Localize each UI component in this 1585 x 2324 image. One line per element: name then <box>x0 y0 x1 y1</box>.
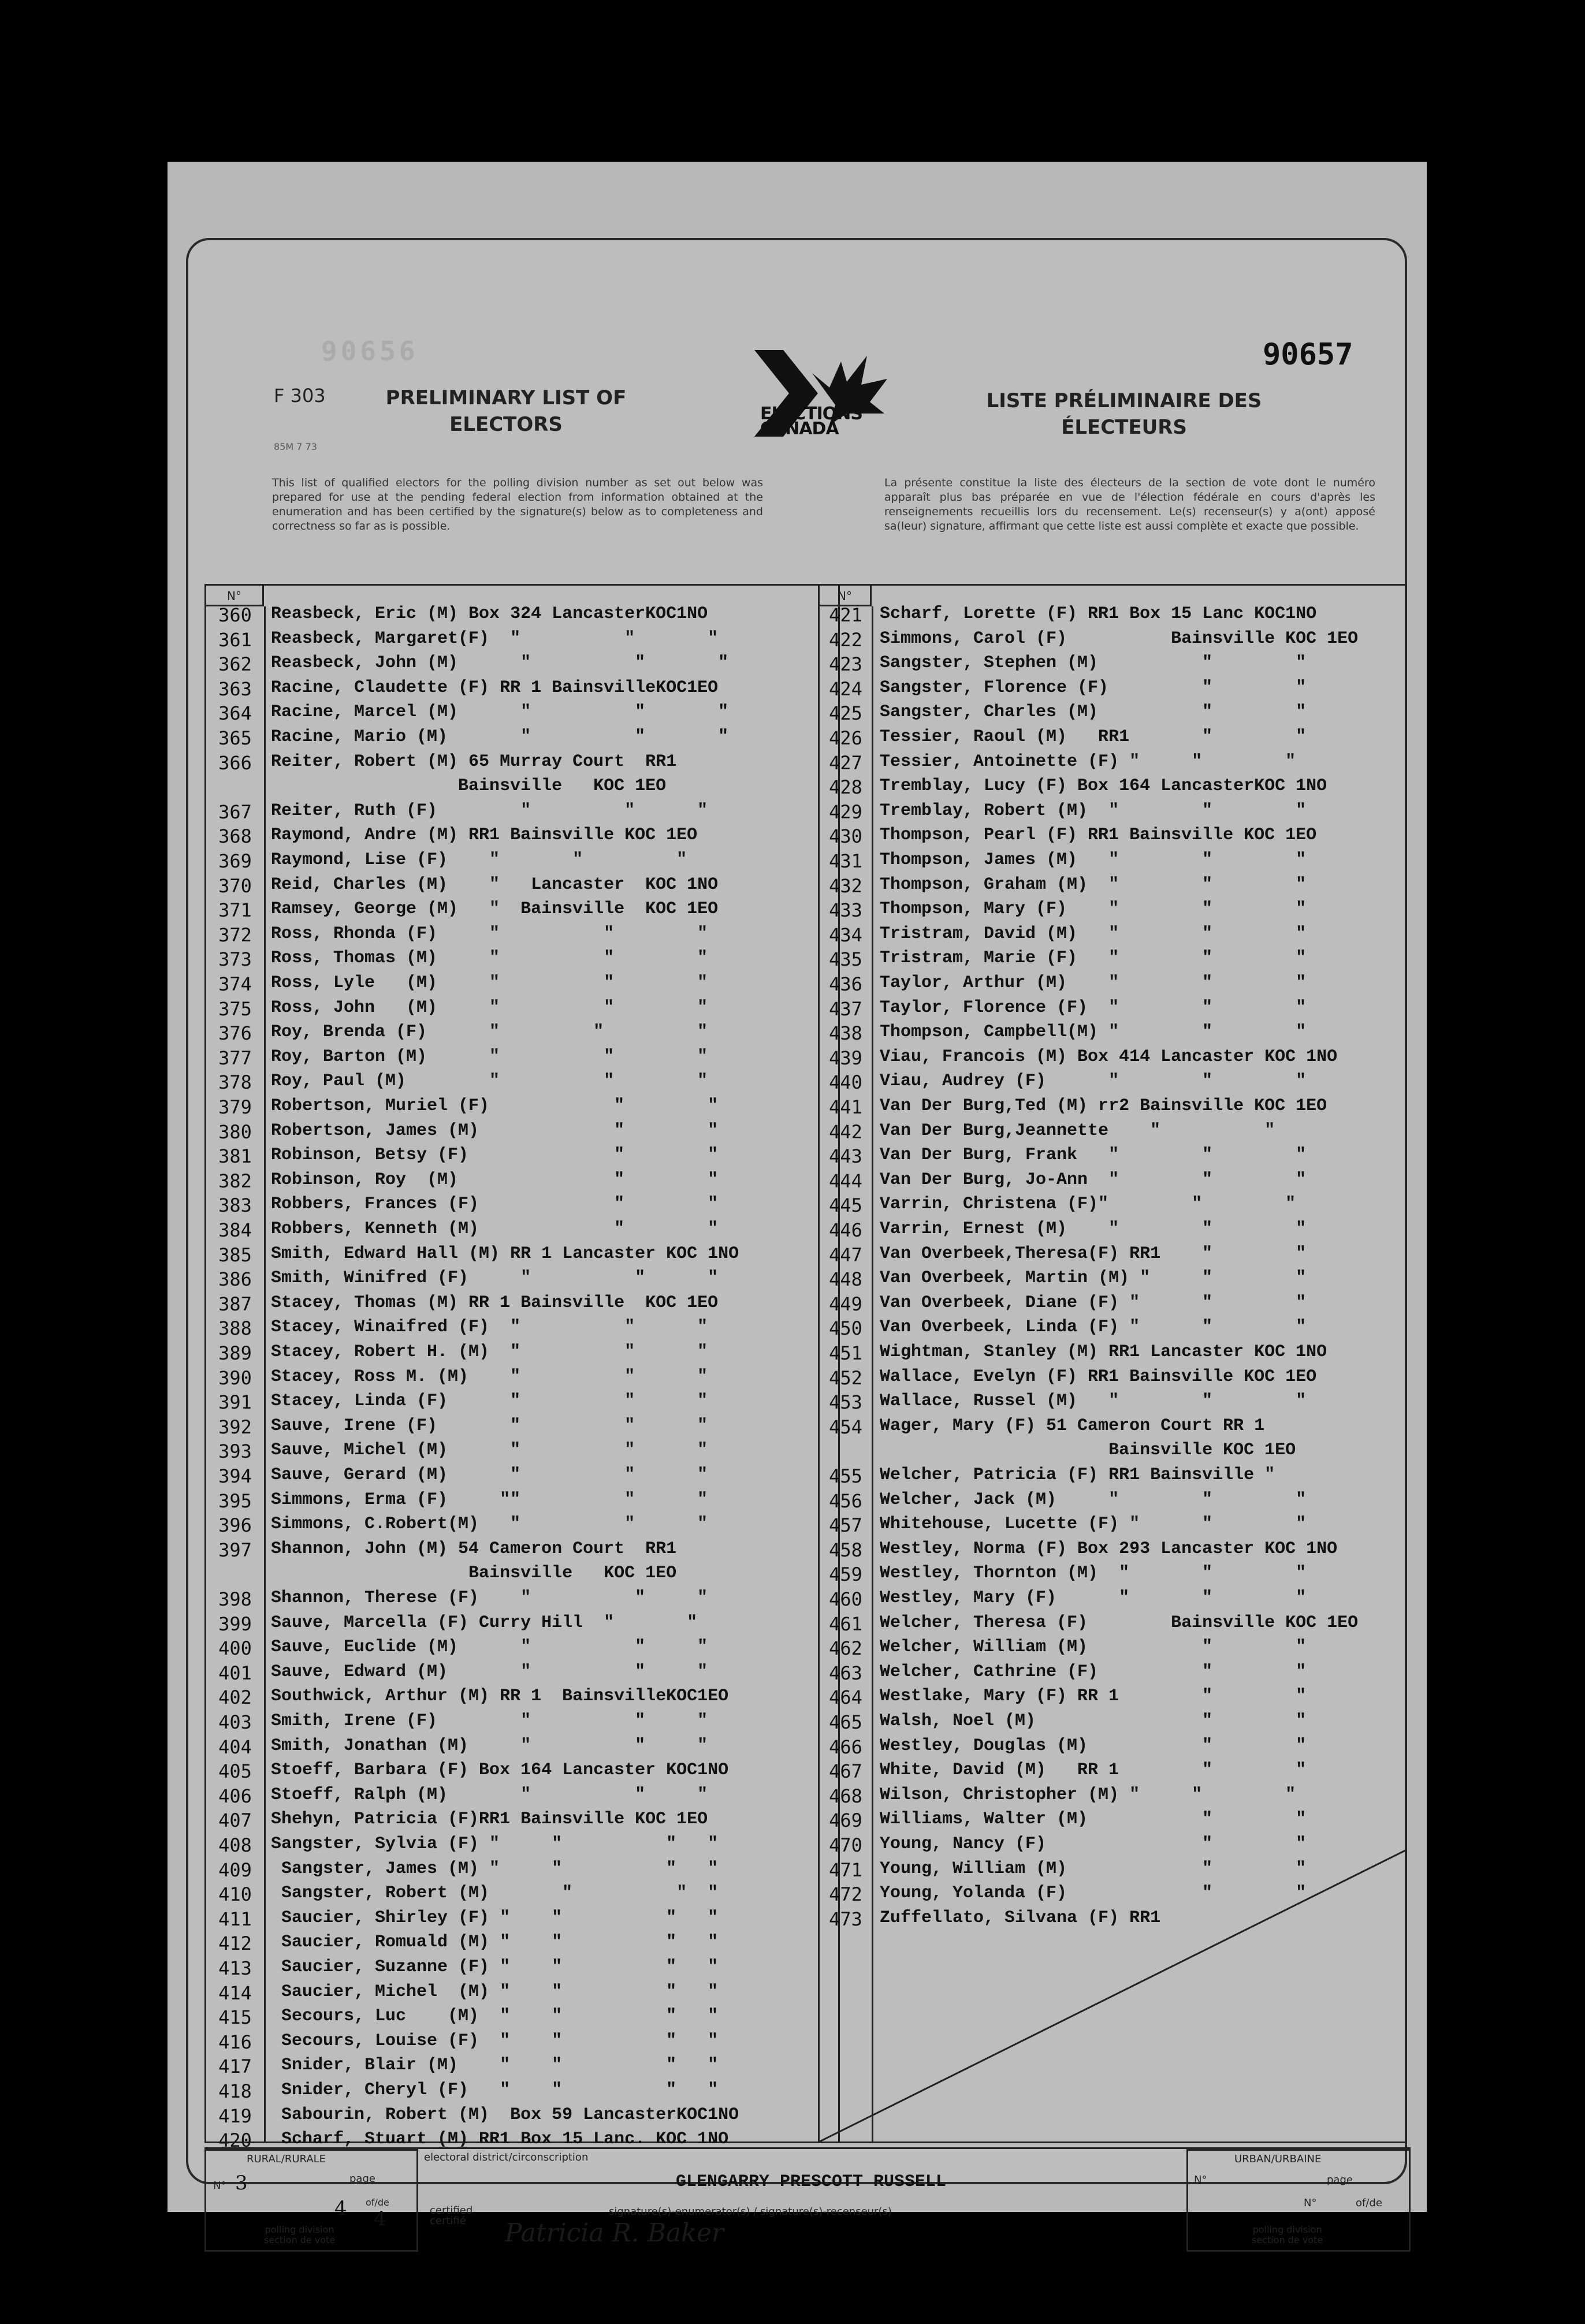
elector-entry: Varrin, Ernest (M) " " " <box>880 1219 1307 1239</box>
elector-number: 463 <box>829 1662 862 1684</box>
elector-number: 374 <box>218 973 252 995</box>
elector-entry: Shannon, Therese (F) " " " <box>271 1588 708 1608</box>
elector-entry: Snider, Blair (M) " " " " <box>271 2055 719 2076</box>
elector-entry: White, David (M) RR 1 " " <box>880 1760 1307 1781</box>
left-column <box>204 584 840 2152</box>
elector-number: 424 <box>829 677 862 700</box>
elector-number: 435 <box>829 948 862 971</box>
rural-no-value: 3 <box>235 2172 248 2195</box>
number-header: N° <box>820 586 872 606</box>
elector-entry: Taylor, Arthur (M) " " " <box>880 973 1307 993</box>
elector-number: 390 <box>218 1366 252 1389</box>
elector-number: 389 <box>218 1342 252 1364</box>
elector-number: 460 <box>829 1588 862 1610</box>
elector-entry: Stacey, Robert H. (M) " " " <box>271 1342 708 1362</box>
elector-number: 360 <box>218 604 252 626</box>
elector-number: 467 <box>829 1760 862 1783</box>
elector-entry: Reiter, Robert (M) 65 Murray Court RR1 <box>271 751 677 772</box>
of-value: 4 <box>374 2207 386 2230</box>
polling-label: polling division section de vote <box>264 2224 336 2245</box>
elector-entry: Secours, Luc (M) " " " " <box>271 2006 719 2027</box>
document-number: 90657 <box>1263 337 1353 372</box>
elector-number: 459 <box>829 1563 862 1586</box>
elector-entry: Welcher, Theresa (F) Bainsville KOC 1EO <box>880 1612 1359 1633</box>
elector-number: 410 <box>218 1883 252 1906</box>
elector-entry: Van Der Burg, Frank " " " <box>880 1145 1307 1165</box>
urban-box <box>1186 2149 1411 2252</box>
form-code: F 303 <box>274 385 326 407</box>
elector-entry: Snider, Cheryl (F) " " " " <box>271 2080 719 2100</box>
elector-entry: Robinson, Betsy (F) " " <box>271 1145 719 1165</box>
document-sheet <box>168 162 1427 2248</box>
elector-entry: Sangster, Florence (F) " " <box>880 677 1307 698</box>
elector-entry: Stacey, Winaifred (F) " " " <box>271 1317 708 1338</box>
elector-number: 403 <box>218 1711 252 1733</box>
elector-number: 365 <box>218 727 252 749</box>
elector-entry: Saucier, Michel (M) " " " " <box>271 1982 719 2002</box>
elector-entry: Welcher, Jack (M) " " " <box>880 1489 1307 1510</box>
elector-entry: Tessier, Raoul (M) RR1 " " <box>880 727 1307 747</box>
elector-entry: Smith, Winifred (F) " " " <box>271 1268 719 1288</box>
elector-entry: Stoeff, Barbara (F) Box 164 Lancaster KOC1NO <box>271 1760 729 1781</box>
elector-number: 433 <box>829 899 862 922</box>
elector-number: 439 <box>829 1046 862 1069</box>
elector-number: 381 <box>218 1145 252 1168</box>
title-french: LISTE PRÉLIMINAIRE DES ÉLECTEURS <box>986 389 1262 439</box>
elector-entry: Simmons, Erma (F) "" " " <box>271 1489 708 1510</box>
elector-entry: Racine, Claudette (F) RR 1 BainsvilleKOC1EO <box>271 677 719 698</box>
elector-number: 396 <box>218 1514 252 1537</box>
elector-number: 466 <box>829 1735 862 1758</box>
elector-number: 392 <box>218 1416 252 1438</box>
elector-entry: Shehyn, Patricia (F)RR1 Bainsville KOC 1EO <box>271 1809 708 1830</box>
elector-number: 397 <box>218 1539 252 1561</box>
elector-entry: Van Der Burg, Jo-Ann " " " <box>880 1170 1307 1190</box>
elector-entry: Raymond, Lise (F) " " " <box>271 850 687 870</box>
elector-number: 468 <box>829 1785 862 1807</box>
elector-number: 472 <box>829 1883 862 1906</box>
urban-page-label: page <box>1327 2174 1353 2186</box>
elector-number: 454 <box>829 1416 862 1438</box>
elector-entry: Westlake, Mary (F) RR 1 " " <box>880 1686 1307 1707</box>
elector-number: 399 <box>218 1612 252 1635</box>
elector-entry: Robertson, James (M) " " <box>271 1120 719 1141</box>
title-english: PRELIMINARY LIST OF ELECTORS <box>385 386 627 436</box>
elector-number: 409 <box>218 1859 252 1881</box>
elector-number: 380 <box>218 1120 252 1143</box>
urban-of-label: of/de <box>1356 2197 1382 2209</box>
elector-number: 373 <box>218 948 252 971</box>
urban-polling-label: polling division section de vote <box>1252 2224 1323 2245</box>
elector-number: 451 <box>829 1342 862 1364</box>
elector-entry: Wightman, Stanley (M) RR1 Lancaster KOC 1NO <box>880 1342 1327 1362</box>
page-value: 4 <box>334 2197 347 2220</box>
elector-number: 362 <box>218 653 252 676</box>
elector-number: 384 <box>218 1219 252 1241</box>
elector-entry: Thompson, Campbell(M) " " " <box>880 1022 1307 1042</box>
elector-entry: Robinson, Roy (M) " " <box>271 1170 719 1190</box>
elector-entry: Racine, Mario (M) " " " <box>271 727 729 747</box>
elector-number: 377 <box>218 1046 252 1069</box>
elector-number: 369 <box>218 850 252 872</box>
elector-entry: Sauve, Irene (F) " " " <box>271 1416 708 1436</box>
elector-number: 471 <box>829 1859 862 1881</box>
elector-entry: Van Der Burg,Ted (M) rr2 Bainsville KOC 1EO <box>880 1096 1327 1116</box>
district-label: electoral district/circonscription <box>424 2151 589 2163</box>
footer-block <box>204 2147 1411 2252</box>
elector-number: 401 <box>218 1662 252 1684</box>
elector-entry: Tremblay, Robert (M) " " " <box>880 800 1307 821</box>
elector-number: 417 <box>218 2055 252 2078</box>
rural-label: RURAL/RURALE <box>247 2153 326 2165</box>
elector-number: 402 <box>218 1686 252 1709</box>
rural-box <box>204 2149 418 2252</box>
elector-number: 434 <box>829 923 862 946</box>
elector-number: 464 <box>829 1686 862 1709</box>
of-label: of/de <box>366 2197 389 2208</box>
elector-entry: Wallace, Evelyn (F) RR1 Bainsville KOC 1EO <box>880 1366 1317 1387</box>
elector-entry: Robertson, Muriel (F) " " <box>271 1096 719 1116</box>
elector-entry: Stacey, Linda (F) " " " <box>271 1391 708 1411</box>
elector-number: 371 <box>218 899 252 922</box>
elector-number: 364 <box>218 702 252 725</box>
form-frame <box>186 238 1407 2248</box>
void-diagonal-line <box>820 586 1405 2141</box>
elector-entry: Southwick, Arthur (M) RR 1 BainsvilleKOC1EO <box>271 1686 729 1707</box>
elector-entry: Bainsville KOC 1EO <box>271 1563 677 1584</box>
elector-entry: Ramsey, George (M) " Bainsville KOC 1EO <box>271 899 719 919</box>
elector-entry: Reasbeck, Eric (M) Box 324 LancasterKOC1NO <box>271 604 708 624</box>
elector-entry: Ross, Thomas (M) " " " <box>271 948 708 969</box>
elector-number: 419 <box>218 2105 252 2127</box>
elector-entry: Van Overbeek, Martin (M) " " " <box>880 1268 1307 1288</box>
elector-entry: Sauve, Euclide (M) " " " <box>271 1637 708 1658</box>
elector-entry: Walsh, Noel (M) " " <box>880 1711 1307 1731</box>
elector-entry: Ross, Lyle (M) " " " <box>271 973 708 993</box>
elector-entry: Welcher, Patricia (F) RR1 Bainsville " <box>880 1465 1275 1485</box>
elector-number: 375 <box>218 997 252 1020</box>
elector-entry: Smith, Edward Hall (M) RR 1 Lancaster KOC 1NO <box>271 1243 739 1264</box>
elector-entry: Sangster, Sylvia (F) " " " " <box>271 1834 719 1854</box>
elector-number: 420 <box>218 2129 252 2152</box>
elector-number: 441 <box>829 1096 862 1118</box>
elector-number: 393 <box>218 1440 252 1463</box>
elector-entry: Roy, Brenda (F) " " " <box>271 1022 708 1042</box>
elector-number: 436 <box>829 973 862 995</box>
elector-number: 473 <box>829 1908 862 1930</box>
elector-entry: Saucier, Shirley (F) " " " " <box>271 1908 719 1928</box>
elector-number: 428 <box>829 776 862 799</box>
elector-entry: Shannon, John (M) 54 Cameron Court RR1 <box>271 1539 677 1559</box>
elector-number: 455 <box>829 1465 862 1487</box>
elector-entry: Whitehouse, Lucette (F) " " " <box>880 1514 1307 1535</box>
elector-entry: Scharf, Stuart (M) RR1 Box 15 Lanc. KOC 1NO <box>271 2129 729 2150</box>
elector-number: 407 <box>218 1809 252 1832</box>
elector-entry: Young, William (M) " " <box>880 1859 1307 1879</box>
elector-entry: Young, Yolanda (F) " " <box>880 1883 1307 1904</box>
elector-entry: Wilson, Christopher (M) " " " <box>880 1785 1296 1805</box>
elector-number: 383 <box>218 1194 252 1217</box>
elector-number: 421 <box>829 604 862 626</box>
elector-entry: Van Overbeek, Diane (F) " " " <box>880 1293 1307 1313</box>
elector-number: 438 <box>829 1022 862 1045</box>
elector-entry: Robbers, Kenneth (M) " " <box>271 1219 719 1239</box>
elector-number: 368 <box>218 825 252 848</box>
elector-number: 426 <box>829 727 862 749</box>
elector-number: 431 <box>829 850 862 872</box>
form-sub-code: 85M 7 73 <box>274 441 317 452</box>
elector-number: 379 <box>218 1096 252 1118</box>
intro-french: La présente constitue la liste des électeurs de la section de vote dont le numéro apparaît plus bas préparée en vue de l'élection fédérale en cours d'après les renseignements recueillis lors du recensement. Le(s) recenseur(s) y a(ont) apposé sa(leur) signature, affirmant que cette liste est aussi complète et exacte que possible. <box>884 476 1375 532</box>
elector-number: 458 <box>829 1539 862 1561</box>
elector-number: 400 <box>218 1637 252 1660</box>
elector-entry: Sauve, Gerard (M) " " " <box>271 1465 708 1485</box>
elector-entry: Thompson, Mary (F) " " " <box>880 899 1307 919</box>
elector-entry: Williams, Walter (M) " " <box>880 1809 1307 1830</box>
elector-number: 411 <box>218 1908 252 1930</box>
elector-entry: Saucier, Suzanne (F) " " " " <box>271 1957 719 1977</box>
urban-no-label: N° <box>1194 2174 1207 2186</box>
right-column <box>818 584 1407 2143</box>
elector-entry: Sauve, Marcella (F) Curry Hill " " <box>271 1612 698 1633</box>
district-value: GLENGARRY PRESCOTT RUSSELL <box>675 2172 947 2192</box>
elector-number: 361 <box>218 628 252 651</box>
elector-entry: Racine, Marcel (M) " " " <box>271 702 729 722</box>
elector-entry: Simmons, Carol (F) Bainsville KOC 1EO <box>880 628 1359 649</box>
elector-number: 372 <box>218 923 252 946</box>
elector-entry: Westley, Douglas (M) " " <box>880 1735 1307 1756</box>
elector-entry: Sabourin, Robert (M) Box 59 LancasterKOC1NO <box>271 2105 739 2125</box>
elector-number: 415 <box>218 2006 252 2029</box>
elector-entry: Stoeff, Ralph (M) " " " <box>271 1785 708 1805</box>
elector-entry: Reid, Charles (M) " Lancaster KOC 1NO <box>271 874 719 895</box>
elector-entry: Tristram, David (M) " " " <box>880 923 1307 944</box>
elector-number: 432 <box>829 874 862 897</box>
elector-entry: Stacey, Thomas (M) RR 1 Bainsville KOC 1EO <box>271 1293 719 1313</box>
elector-number: 385 <box>218 1243 252 1266</box>
elector-number: 382 <box>218 1170 252 1192</box>
elector-number: 452 <box>829 1366 862 1389</box>
elector-number: 386 <box>218 1268 252 1291</box>
elector-number: 462 <box>829 1637 862 1660</box>
elector-entry: Sangster, Robert (M) " " " <box>271 1883 719 1904</box>
elector-number: 447 <box>829 1243 862 1266</box>
logo-text: ELECTIONS CANADA <box>760 404 862 439</box>
elector-number: 443 <box>829 1145 862 1168</box>
elector-entry: Zuffellato, Silvana (F) RR1 <box>880 1908 1161 1928</box>
elector-number: 387 <box>218 1293 252 1315</box>
page-label: page <box>349 2173 375 2185</box>
elector-entry: Welcher, William (M) " " <box>880 1637 1307 1658</box>
elector-number: 453 <box>829 1391 862 1414</box>
elector-entry: Smith, Irene (F) " " " <box>271 1711 708 1731</box>
elector-entry: Viau, Audrey (F) " " " <box>880 1071 1307 1092</box>
elector-entry: Reiter, Ruth (F) " " " <box>271 800 708 821</box>
elector-entry: Van Overbeek, Linda (F) " " " <box>880 1317 1307 1338</box>
elector-entry: Westley, Mary (F) " " " <box>880 1588 1307 1608</box>
elector-number: 370 <box>218 874 252 897</box>
urban-label: URBAN/URBAINE <box>1234 2153 1322 2165</box>
elector-number: 430 <box>829 825 862 848</box>
elector-entry: Tessier, Antoinette (F) " " " <box>880 751 1296 772</box>
elector-number: 469 <box>829 1809 862 1832</box>
elector-entry: Thompson, James (M) " " " <box>880 850 1307 870</box>
elector-entry: Bainsville KOC 1EO <box>271 776 667 796</box>
elector-entry: Westley, Norma (F) Box 293 Lancaster KOC 1NO <box>880 1539 1338 1559</box>
elector-number: 461 <box>829 1612 862 1635</box>
elector-entry: Sauve, Edward (M) " " " <box>271 1662 708 1682</box>
elector-entry: Van Der Burg,Jeannette " " <box>880 1120 1275 1141</box>
elector-entry: Simmons, C.Robert(M) " " " <box>271 1514 708 1535</box>
elector-entry: Scharf, Lorette (F) RR1 Box 15 Lanc KOC1NO <box>880 604 1317 624</box>
elector-entry: Wallace, Russel (M) " " " <box>880 1391 1307 1411</box>
elector-number: 388 <box>218 1317 252 1340</box>
elector-entry: Sangster, Charles (M) " " <box>880 702 1307 722</box>
elector-number: 437 <box>829 997 862 1020</box>
elector-number: 448 <box>829 1268 862 1291</box>
elector-number: 404 <box>218 1735 252 1758</box>
elector-number: 416 <box>218 2031 252 2053</box>
rural-no-label: N° <box>213 2180 226 2192</box>
elector-number: 414 <box>218 1982 252 2004</box>
elector-entry: Bainsville KOC 1EO <box>880 1440 1296 1461</box>
elector-entry: Roy, Paul (M) " " " <box>271 1071 708 1092</box>
elector-number: 405 <box>218 1760 252 1783</box>
certified-label: certified certifié <box>430 2204 473 2227</box>
elector-number: 398 <box>218 1588 252 1610</box>
elector-number: 413 <box>218 1957 252 1979</box>
elector-entry: Thompson, Pearl (F) RR1 Bainsville KOC 1EO <box>880 825 1317 846</box>
elector-entry: Sangster, Stephen (M) " " <box>880 653 1307 673</box>
elector-number: 394 <box>218 1465 252 1487</box>
elector-entry: Viau, Francois (M) Box 414 Lancaster KOC 1NO <box>880 1046 1338 1067</box>
elector-number: 456 <box>829 1489 862 1512</box>
elector-number: 395 <box>218 1489 252 1512</box>
elector-number: 391 <box>218 1391 252 1414</box>
elector-entry: Raymond, Andre (M) RR1 Bainsville KOC 1EO <box>271 825 698 846</box>
elector-number: 470 <box>829 1834 862 1856</box>
elector-number: 423 <box>829 653 862 676</box>
urban-no2-label: N° <box>1304 2197 1317 2209</box>
elector-number: 427 <box>829 751 862 774</box>
elector-entry: Robbers, Frances (F) " " <box>271 1194 719 1215</box>
elector-number: 363 <box>218 677 252 700</box>
elector-number: 367 <box>218 800 252 823</box>
elector-number: 376 <box>218 1022 252 1045</box>
elector-entry: Tristram, Marie (F) " " " <box>880 948 1307 969</box>
elector-entry: Secours, Louise (F) " " " " <box>271 2031 719 2051</box>
elector-number: 465 <box>829 1711 862 1733</box>
elector-entry: Stacey, Ross M. (M) " " " <box>271 1366 708 1387</box>
elector-entry: Reasbeck, John (M) " " " <box>271 653 729 673</box>
elector-number: 378 <box>218 1071 252 1094</box>
elector-number: 444 <box>829 1170 862 1192</box>
elector-entry: Tremblay, Lucy (F) Box 164 LancasterKOC 1NO <box>880 776 1327 796</box>
elector-entry: Westley, Thornton (M) " " " <box>880 1563 1307 1584</box>
elector-number: 408 <box>218 1834 252 1856</box>
elector-entry: Saucier, Romuald (M) " " " " <box>271 1932 719 1953</box>
elector-entry: Roy, Barton (M) " " " <box>271 1046 708 1067</box>
enumerator-signature: Patricia R. Baker <box>505 2218 724 2248</box>
elector-entry: Welcher, Cathrine (F) " " <box>880 1662 1307 1682</box>
elector-number: 412 <box>218 1932 252 1955</box>
elector-number: 440 <box>829 1071 862 1094</box>
elector-number: 450 <box>829 1317 862 1340</box>
elector-entry: Reasbeck, Margaret(F) " " " <box>271 628 719 649</box>
elector-entry: Thompson, Graham (M) " " " <box>880 874 1307 895</box>
elector-number: 429 <box>829 800 862 823</box>
elector-number: 446 <box>829 1219 862 1241</box>
elector-entry: Varrin, Christena (F)" " " <box>880 1194 1296 1215</box>
ghost-number: 90656 <box>321 336 419 367</box>
elector-number: 445 <box>829 1194 862 1217</box>
elector-number: 366 <box>218 751 252 774</box>
elector-number: 449 <box>829 1293 862 1315</box>
elector-number: 442 <box>829 1120 862 1143</box>
number-header: N° <box>206 586 264 606</box>
elector-entry: Sangster, James (M) " " " " <box>271 1859 719 1879</box>
elector-number: 418 <box>218 2080 252 2102</box>
signature-label: signature(s)-enumerator(s) / signature(s)-recenseur(s) <box>609 2206 892 2218</box>
elector-number: 406 <box>218 1785 252 1807</box>
elector-entry: Ross, John (M) " " " <box>271 997 708 1018</box>
intro-english: This list of qualified electors for the polling division number as set out below was prepared for use at the pending federal election from information obtained at the enumeration and has been certified by the signature(s) below as to completeness and correctness so far as is possible. <box>272 476 763 532</box>
elector-entry: Wager, Mary (F) 51 Cameron Court RR 1 <box>880 1416 1265 1436</box>
number-divider <box>264 606 266 2141</box>
elector-entry: Smith, Jonathan (M) " " " <box>271 1735 708 1756</box>
elector-number: 422 <box>829 628 862 651</box>
elector-entry: Sauve, Michel (M) " " " <box>271 1440 708 1461</box>
elector-number: 457 <box>829 1514 862 1537</box>
elector-number: 425 <box>829 702 862 725</box>
elector-entry: Van Overbeek,Theresa(F) RR1 " " <box>880 1243 1307 1264</box>
elector-entry: Young, Nancy (F) " " <box>880 1834 1307 1854</box>
elector-entry: Ross, Rhonda (F) " " " <box>271 923 708 944</box>
elections-canada-logo <box>743 338 899 454</box>
elector-entry: Taylor, Florence (F) " " " <box>880 997 1307 1018</box>
